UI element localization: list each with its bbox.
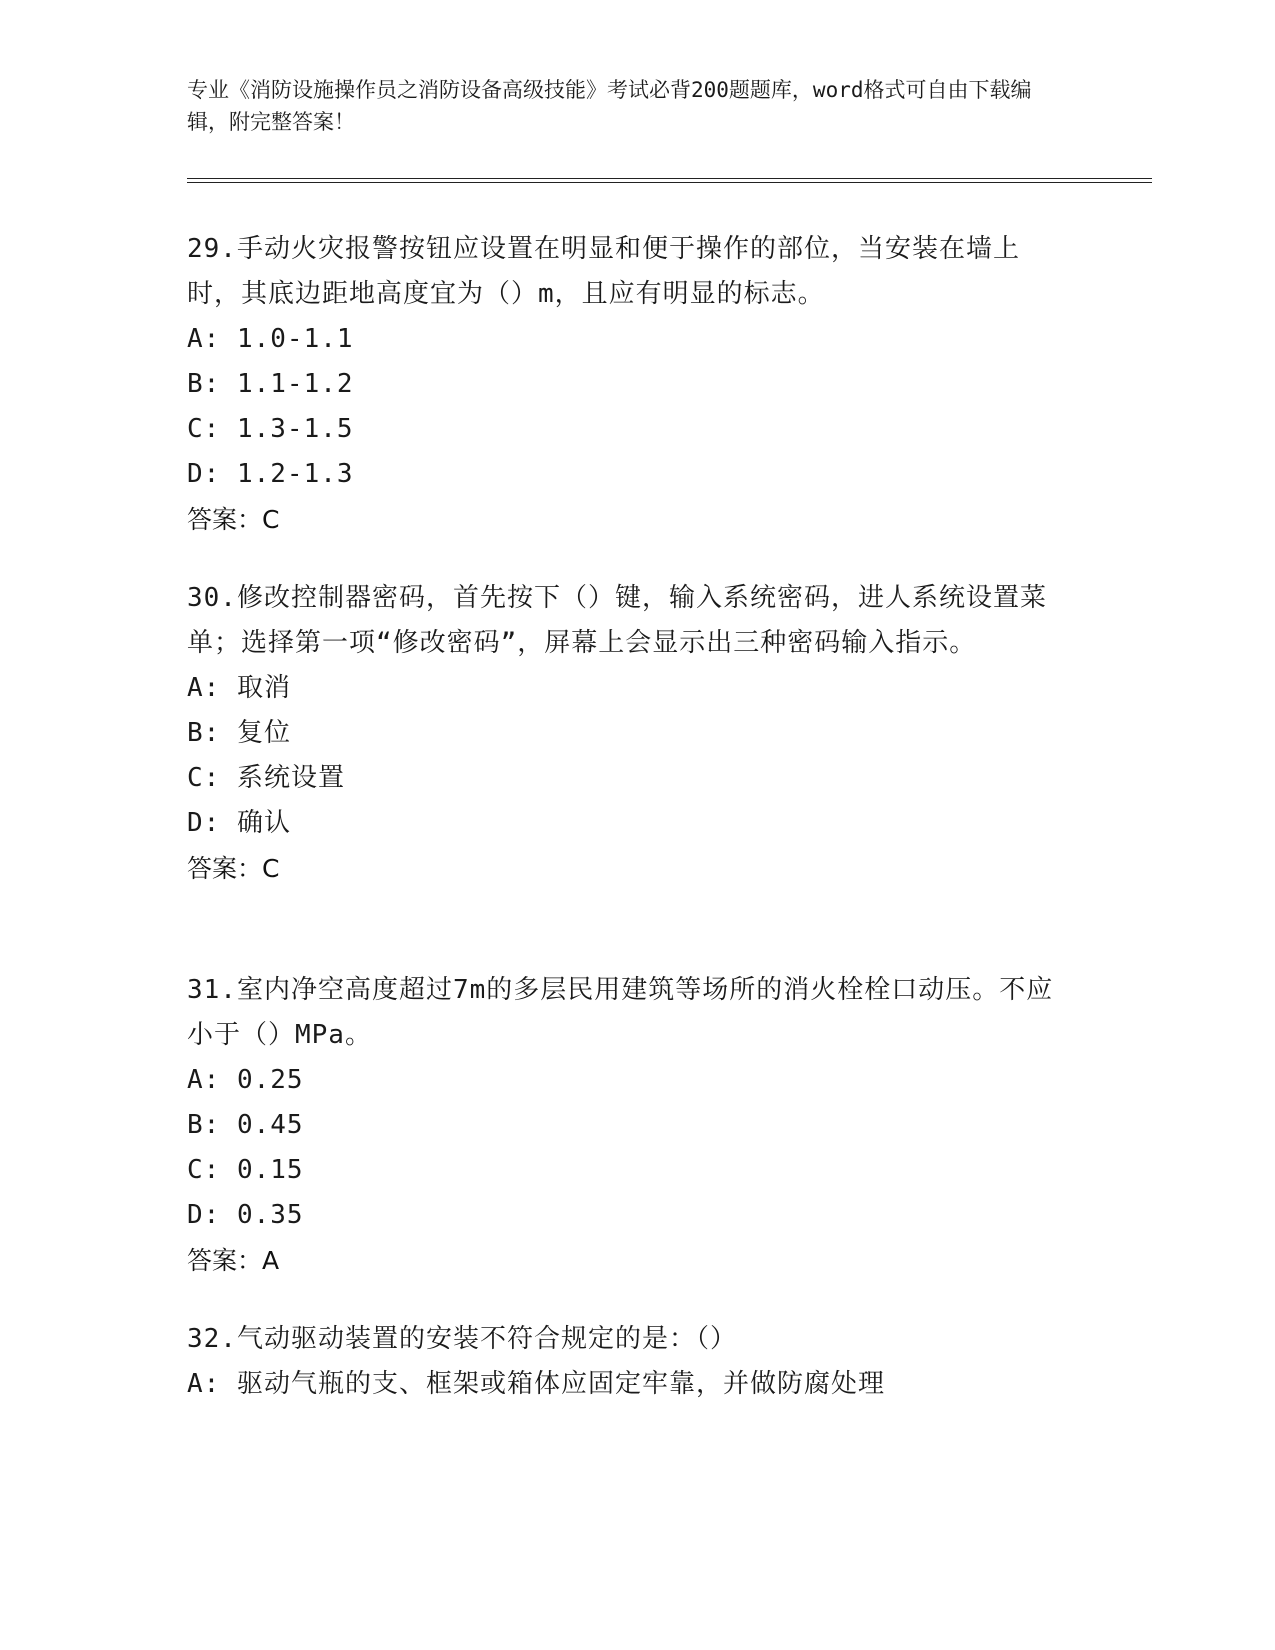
question-32 [187,1317,1067,1407]
option-c: C: 1.3-1.5 [187,414,354,444]
answer: 答案：C [187,505,280,534]
question-stem: 32.气动驱动装置的安装不符合规定的是：（） [187,1324,737,1354]
header-divider [187,178,1152,183]
option-c: C: 0.15 [187,1155,304,1185]
option-a: A: 1.0-1.1 [187,324,354,354]
question-30 [187,576,1067,891]
answer: 答案：C [187,854,280,883]
option-d: D: 确认 [187,808,291,838]
option-a: A: 取消 [187,673,291,703]
option-d: D: 0.35 [187,1200,304,1230]
option-b: B: 复位 [187,718,291,748]
option-a: A: 驱动气瓶的支、框架或箱体应固定牢靠，并做防腐处理 [187,1369,885,1399]
question-stem: 31.室内净空高度超过7m的多层民用建筑等场所的消火栓栓口动压。不应小于（）MPa。 [187,975,1054,1050]
question-31 [187,968,1067,1283]
option-b: B: 1.1-1.2 [187,369,354,399]
option-c: C: 系统设置 [187,763,345,793]
question-stem: 29.手动火灾报警按钮应设置在明显和便于操作的部位，当安装在墙上时，其底边距地高度宜为（）m，且应有明显的标志。 [187,234,1020,309]
answer: 答案：A [187,1246,280,1275]
option-d: D: 1.2-1.3 [187,459,354,489]
document-header: 专业《消防设施操作员之消防设备高级技能》考试必背200题题库，word格式可自由下载编辑，附完整答案！ [187,78,1032,134]
option-a: A: 0.25 [187,1065,304,1095]
question-29 [187,227,1067,542]
option-b: B: 0.45 [187,1110,304,1140]
question-stem: 30.修改控制器密码，首先按下（）键，输入系统密码，进人系统设置菜单；选择第一项“修改密码”，屏幕上会显示出三种密码输入指示。 [187,583,1047,658]
